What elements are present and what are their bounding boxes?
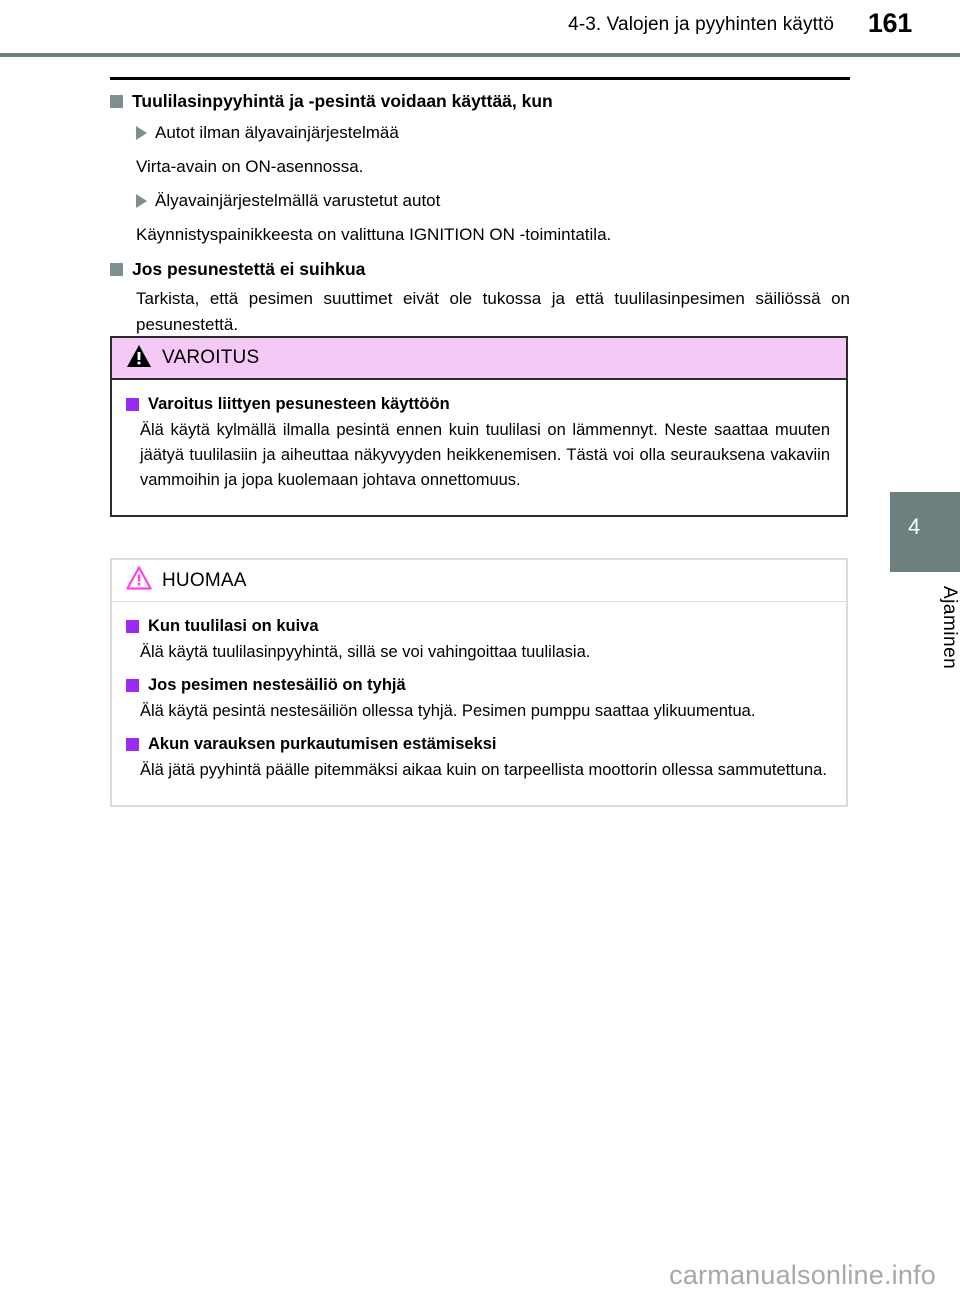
subsection-body-with-smartkey: Käynnistyspainikkeesta on valittuna IGNITION ON -toimintatila. (136, 225, 612, 244)
main-content (110, 88, 850, 338)
notice-box-header (112, 560, 846, 602)
footer-watermark: carmanualsonline.info (669, 1260, 936, 1290)
triangle-bullet-icon (136, 194, 147, 208)
warning-item-heading-text: Varoitus liittyen pesunesteen käyttöön (148, 395, 450, 413)
warning-box-header (112, 338, 846, 380)
square-bullet-icon (110, 95, 123, 108)
page-number: 161 (867, 8, 912, 38)
notice-item-text-dry: Älä käytä tuulilasinpyyhintä, sillä se voi vahingoittaa tuulilasia. (140, 643, 591, 661)
warning-item-heading (126, 392, 830, 417)
notice-item-heading-text: Akun varauksen purkautumisen estämiseksi (148, 735, 497, 753)
section-heading-text: Jos pesunestettä ei suihkua (132, 259, 366, 279)
subsection-body-without-smartkey: Virta-avain on ON-asennossa. (136, 157, 364, 176)
notice-box (110, 558, 848, 807)
square-bullet-icon (126, 620, 139, 633)
subsection-heading-text: Älyavainjärjestelmällä varustetut autot (155, 191, 441, 210)
page-title: 4-3. Valojen ja pyyhinten käyttö (568, 14, 834, 35)
notice-box-title: HUOMAA (162, 569, 247, 591)
section-heading-no-fluid (110, 256, 850, 282)
section-heading-text: Tuulilasinpyyhintä ja -pesintä voidaan käyttää, kun (132, 91, 553, 111)
section-body-no-fluid: Tarkista, että pesimen suuttimet eivät ole tukossa ja että tuulilasinpesimen säiliössä on pesunestettä. (136, 289, 850, 334)
warning-triangle-filled-icon (126, 344, 152, 373)
page-header (0, 0, 960, 56)
chapter-tab-number: 4 (908, 514, 921, 539)
subsection-heading-with-smartkey (110, 188, 850, 214)
notice-item-text-battery: Älä jätä pyyhintä päälle pitemmäksi aikaa kuin on tarpeellista moottorin ollessa sammutettuna. (140, 761, 827, 779)
warning-box-body (112, 380, 846, 515)
header-divider (0, 53, 960, 57)
warning-item-text: Älä käytä kylmällä ilmalla pesintä ennen kuin tuulilasi on lämmennyt. Neste saattaa muuten jäätyä tuulilasiin ja aiheuttaa näkyvyyden heikkenemisen. Tästä voi olla seurauksena vakaviin vammoihin ja jopa kuolemaan johtava onnettomuus. (140, 421, 830, 489)
notice-item-text-empty-tank: Älä käytä pesintä nestesäiliön ollessa tyhjä. Pesimen pumppu saattaa ylikuumentua. (140, 702, 756, 720)
notice-item-heading-text: Jos pesimen nestesäiliö on tyhjä (148, 676, 406, 694)
notice-item-heading-dry (126, 614, 830, 639)
notice-box-body (112, 602, 846, 805)
warning-box (110, 336, 848, 517)
chapter-tab-label: Ajaminen (939, 586, 960, 670)
warning-box-title: VAROITUS (162, 347, 260, 368)
square-bullet-icon (110, 263, 123, 276)
square-bullet-icon (126, 398, 139, 411)
square-bullet-icon (126, 738, 139, 751)
notice-item-heading-battery (126, 732, 830, 757)
section-divider (110, 77, 850, 80)
triangle-bullet-icon (136, 126, 147, 140)
subsection-heading-text: Autot ilman älyavainjärjestelmää (155, 123, 399, 142)
notice-item-heading-text: Kun tuulilasi on kuiva (148, 617, 319, 635)
warning-triangle-outline-icon (126, 566, 152, 595)
notice-item-heading-empty-tank (126, 673, 830, 698)
chapter-tab (890, 492, 960, 572)
square-bullet-icon (126, 679, 139, 692)
subsection-heading-without-smartkey (110, 120, 850, 146)
section-heading-usage (110, 88, 850, 114)
